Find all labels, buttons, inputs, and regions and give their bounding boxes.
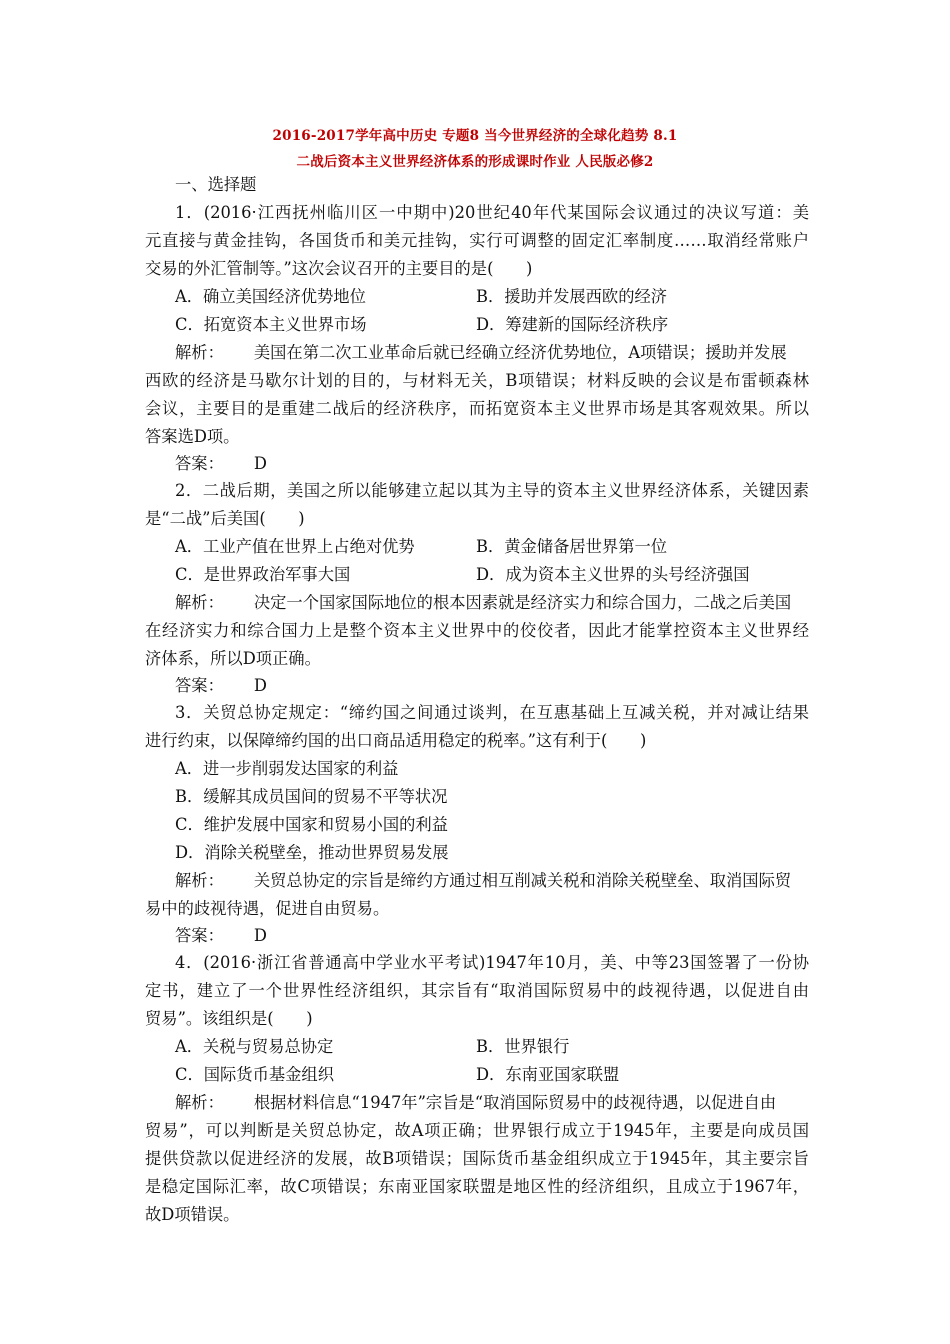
q3-stem-line-2: 进行约束，以保障缔约国的出口商品适用稳定的税率。”这有利于( ) (145, 731, 647, 750)
q1-stem-line-2: 元直接与黄金挂钩，各国货币和美元挂钩，实行可调整的固定汇率制度……取消经常账户 (145, 231, 809, 250)
q4-option-d: D．东南亚国家联盟 (476, 1065, 620, 1084)
q2-analysis-label: 解析： (175, 593, 224, 612)
document-title-line-2: 二战后资本主义世界经济体系的形成课时作业 人民版必修2 (296, 154, 654, 170)
q2-answer-value: D (253, 676, 267, 695)
q1-analysis-text: 美国在第二次工业革命后就已经确立经济优势地位，A项错误；援助并发展 (253, 343, 787, 362)
q3-stem-line-1: 3．关贸总协定规定：“缔约国之间通过谈判，在互惠基础上互减关税，并对减让结果 (175, 703, 809, 722)
q2-stem-line-1: 2．二战后期，美国之所以能够建立起以其为主导的资本主义世界经济体系，关键因素 (175, 481, 809, 500)
q2-analysis-line-3: 济体系，所以D项正确。 (145, 649, 321, 668)
q4-analysis-line-1 (175, 1092, 776, 1114)
q1-analysis-line-3: 会议，主要目的是重建二战后的经济秩序，而拓宽资本主义世界市场是其客观效果。所以 (145, 399, 809, 418)
q2-analysis-line-2: 在经济实力和综合国力上是整个资本主义世界中的佼佼者，因此才能掌控资本主义世界经 (145, 621, 809, 640)
q2-option-c: C．是世界政治军事大国 (175, 565, 351, 584)
q2-stem-line-2: 是“二战”后美国( ) (145, 509, 305, 528)
q1-option-b: B．援助并发展西欧的经济 (476, 287, 668, 306)
q1-analysis-line-4: 答案选D项。 (145, 427, 240, 446)
q4-analysis-label: 解析： (175, 1093, 224, 1112)
q2-analysis-text: 决定一个国家国际地位的根本因素就是经济实力和综合国力，二战之后美国 (253, 593, 792, 612)
q2-answer-label: 答案： (175, 676, 224, 695)
q3-analysis-line-2: 易中的歧视待遇，促进自由贸易。 (145, 899, 390, 918)
q3-answer-value: D (253, 926, 267, 945)
q3-option-d: D．消除关税壁垒，推动世界贸易发展 (175, 843, 449, 862)
q4-analysis-line-5: 故D项错误。 (145, 1205, 240, 1224)
document-title-line-1: 2016-2017学年高中历史 专题8 当今世界经济的全球化趋势 8.1 (272, 128, 678, 144)
q4-option-b: B．世界银行 (476, 1037, 570, 1056)
q3-option-b: B．缓解其成员国间的贸易不平等状况 (175, 787, 448, 806)
q1-option-c: C．拓宽资本主义世界市场 (175, 315, 367, 334)
q1-stem-line-3: 交易的外汇管制等。”这次会议召开的主要目的是( ) (145, 259, 533, 278)
q4-analysis-line-2: 贸易”，可以判断是关贸总协定，故A项正确；世界银行成立于1945年，主要是向成员国 (145, 1121, 809, 1140)
q2-answer (175, 675, 267, 697)
q3-option-c: C．维护发展中国家和贸易小国的利益 (175, 815, 448, 834)
q3-option-a: A．进一步削弱发达国家的利益 (175, 759, 399, 778)
q1-option-a: A．确立美国经济优势地位 (175, 287, 366, 306)
q2-option-b: B．黄金储备居世界第一位 (476, 537, 668, 556)
q1-answer-label: 答案： (175, 454, 224, 473)
q4-stem-line-3: 贸易”。该组织是( ) (145, 1009, 313, 1028)
q2-option-d: D．成为资本主义世界的头号经济强国 (476, 565, 750, 584)
q1-analysis-line-2: 西欧的经济是马歇尔计划的目的，与材料无关，B项错误；材料反映的会议是布雷顿森林 (145, 371, 809, 390)
q1-answer-value: D (253, 454, 267, 473)
q1-option-d: D．筹建新的国际经济秩序 (476, 315, 669, 334)
q4-stem-line-2: 定书，建立了一个世界性经济组织，其宗旨有“取消国际贸易中的歧视待遇，以促进自由 (145, 981, 809, 1000)
q4-stem-line-1: 4．(2016·浙江省普通高中学业水平考试)1947年10月，美、中等23国签署了一份协 (175, 953, 809, 972)
section-heading: 一、选择题 (175, 175, 257, 194)
q4-option-c: C．国际货币基金组织 (175, 1065, 334, 1084)
q2-option-a: A．工业产值在世界上占绝对优势 (175, 537, 415, 556)
q1-analysis-line-1 (175, 342, 787, 364)
q4-analysis-line-4: 是稳定国际汇率，故C项错误；东南亚国家联盟是地区性的经济组织，且成立于1967年， (145, 1177, 809, 1196)
q3-answer-label: 答案： (175, 926, 224, 945)
q4-analysis-line-3: 提供贷款以促进经济的发展，故B项错误；国际货币基金组织成立于1945年，其主要宗旨 (145, 1149, 809, 1168)
q2-analysis-line-1 (175, 592, 791, 614)
q4-analysis-text: 根据材料信息“1947年”宗旨是“取消国际贸易中的歧视待遇，以促进自由 (253, 1093, 777, 1112)
q1-answer (175, 453, 267, 475)
q4-option-a: A．关税与贸易总协定 (175, 1037, 334, 1056)
q1-stem-line-1: 1．(2016·江西抚州临川区一中期中)20世纪40年代某国际会议通过的决议写道：美 (175, 203, 809, 222)
q3-answer (175, 925, 267, 947)
q3-analysis-label: 解析： (175, 871, 224, 890)
q3-analysis-text: 关贸总协定的宗旨是缔约方通过相互削减关税和消除关税壁垒、取消国际贸 (253, 871, 792, 890)
q1-analysis-label: 解析： (175, 343, 224, 362)
q3-analysis-line-1 (175, 870, 791, 892)
